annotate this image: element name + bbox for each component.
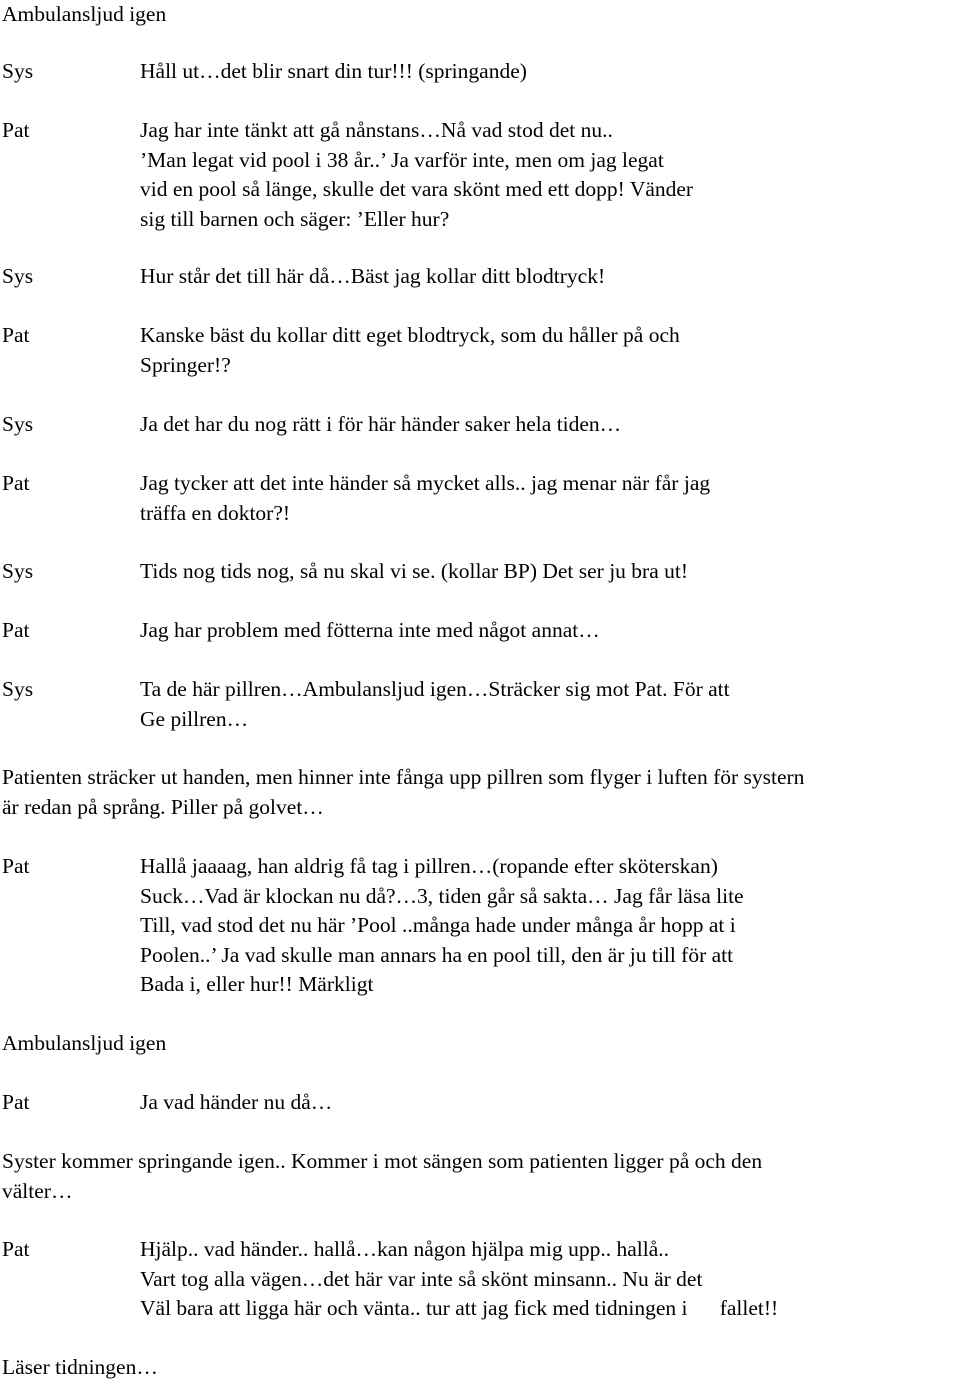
utterance-line: träffa en doktor?!: [140, 500, 291, 525]
stage-line: Ambulansljud igen: [2, 2, 167, 26]
speaker-label: Sys: [2, 677, 34, 701]
speaker-label: Pat: [2, 618, 30, 642]
utterance-line: Ja vad händer nu då…: [140, 1090, 333, 1114]
utterance-line: Jag har inte tänkt att gå nånstans…Nå vad stod det nu..: [140, 118, 613, 142]
stage-direction: [2, 0, 960, 30]
utterance-line: Springer!?: [140, 352, 231, 377]
utterance-line: Jag har problem med fötterna inte med något annat…: [140, 618, 600, 642]
utterance: [140, 675, 955, 734]
utterance-line: sig till barnen och säger: ’Eller hur?: [140, 206, 450, 231]
utterance: [140, 1088, 955, 1118]
speaker-label: Pat: [2, 118, 30, 142]
utterance-line: Suck…Vad är klockan nu då?…3, tiden går så sakta… Jag får läsa lite: [140, 883, 744, 908]
utterance-line: Bada i, eller hur!! Märkligt: [140, 972, 374, 996]
stage-line: Patienten sträcker ut handen, men hinner inte fånga upp pillren som flyger i luften för systern: [2, 765, 805, 789]
utterance-line: Ja det har du nog rätt i för här händer saker hela tiden…: [140, 412, 622, 436]
stage-line: Läser tidningen…: [2, 1355, 158, 1379]
speaker-label: Sys: [2, 559, 34, 583]
utterance-line: Tids nog tids nog, så nu skal vi se. (kollar BP) Det ser ju bra ut!: [140, 559, 689, 583]
utterance: [140, 262, 955, 292]
stage-direction: [2, 1029, 960, 1059]
utterance: [140, 557, 955, 587]
utterance-line: Hallå jaaaag, han aldrig få tag i pillren…(ropande efter sköterskan): [140, 854, 718, 878]
utterance-line: ’Man legat vid pool i 38 år..’ Ja varför inte, men om jag legat: [140, 147, 664, 172]
utterance-line: Kanske bäst du kollar ditt eget blodtryck, som du håller på och: [140, 323, 680, 347]
speaker-label: Pat: [2, 854, 30, 878]
utterance: [140, 469, 955, 528]
utterance: [140, 1235, 955, 1324]
utterance: [140, 57, 955, 87]
utterance: [140, 321, 955, 380]
utterance: [140, 616, 955, 646]
speaker-label: Pat: [2, 1237, 30, 1261]
utterance: [140, 116, 955, 234]
speaker-label: Sys: [2, 264, 34, 288]
utterance-line: Håll ut…det blir snart din tur!!! (springande): [140, 59, 527, 83]
stage-line: är redan på språng. Piller på golvet…: [2, 794, 324, 819]
utterance-line: Väl bara att ligga här och vänta.. tur att jag fick med tidningen i fallet!!: [140, 1296, 779, 1320]
utterance-line: Hur står det till här då…Bäst jag kollar ditt blodtryck!: [140, 264, 606, 288]
speaker-label: Pat: [2, 1090, 30, 1114]
speaker-label: Pat: [2, 323, 30, 347]
speaker-label: Sys: [2, 412, 34, 436]
utterance: [140, 410, 955, 440]
speaker-label: Pat: [2, 471, 30, 495]
stage-direction: [2, 763, 960, 822]
stage-line: välter…: [2, 1178, 73, 1203]
utterance-line: Vart tog alla vägen…det här var inte så skönt minsann.. Nu är det: [140, 1266, 703, 1291]
stage-line: Syster kommer springande igen.. Kommer i mot sängen som patienten ligger på och den: [2, 1149, 763, 1173]
utterance-line: Poolen..’ Ja vad skulle man annars ha en pool till, den är ju till för att: [140, 942, 734, 967]
utterance: [140, 852, 955, 1000]
utterance-line: Till, vad stod det nu här ’Pool ..många hade under många år hopp at i: [140, 913, 736, 937]
utterance-line: Ta de här pillren…Ambulansljud igen…Sträcker sig mot Pat. För att: [140, 677, 730, 701]
speaker-label: Sys: [2, 59, 34, 83]
utterance-line: vid en pool så länge, skulle det vara skönt med ett dopp! Vänder: [140, 177, 694, 201]
stage-direction: [2, 1147, 960, 1206]
stage-direction: [2, 1353, 960, 1383]
utterance-line: Hjälp.. vad händer.. hallå…kan någon hjälpa mig upp.. hallå..: [140, 1237, 669, 1261]
utterance-line: Jag tycker att det inte händer så mycket alls.. jag menar när får jag: [140, 471, 711, 495]
utterance-line: Ge pillren…: [140, 706, 249, 731]
stage-line: Ambulansljud igen: [2, 1031, 167, 1055]
